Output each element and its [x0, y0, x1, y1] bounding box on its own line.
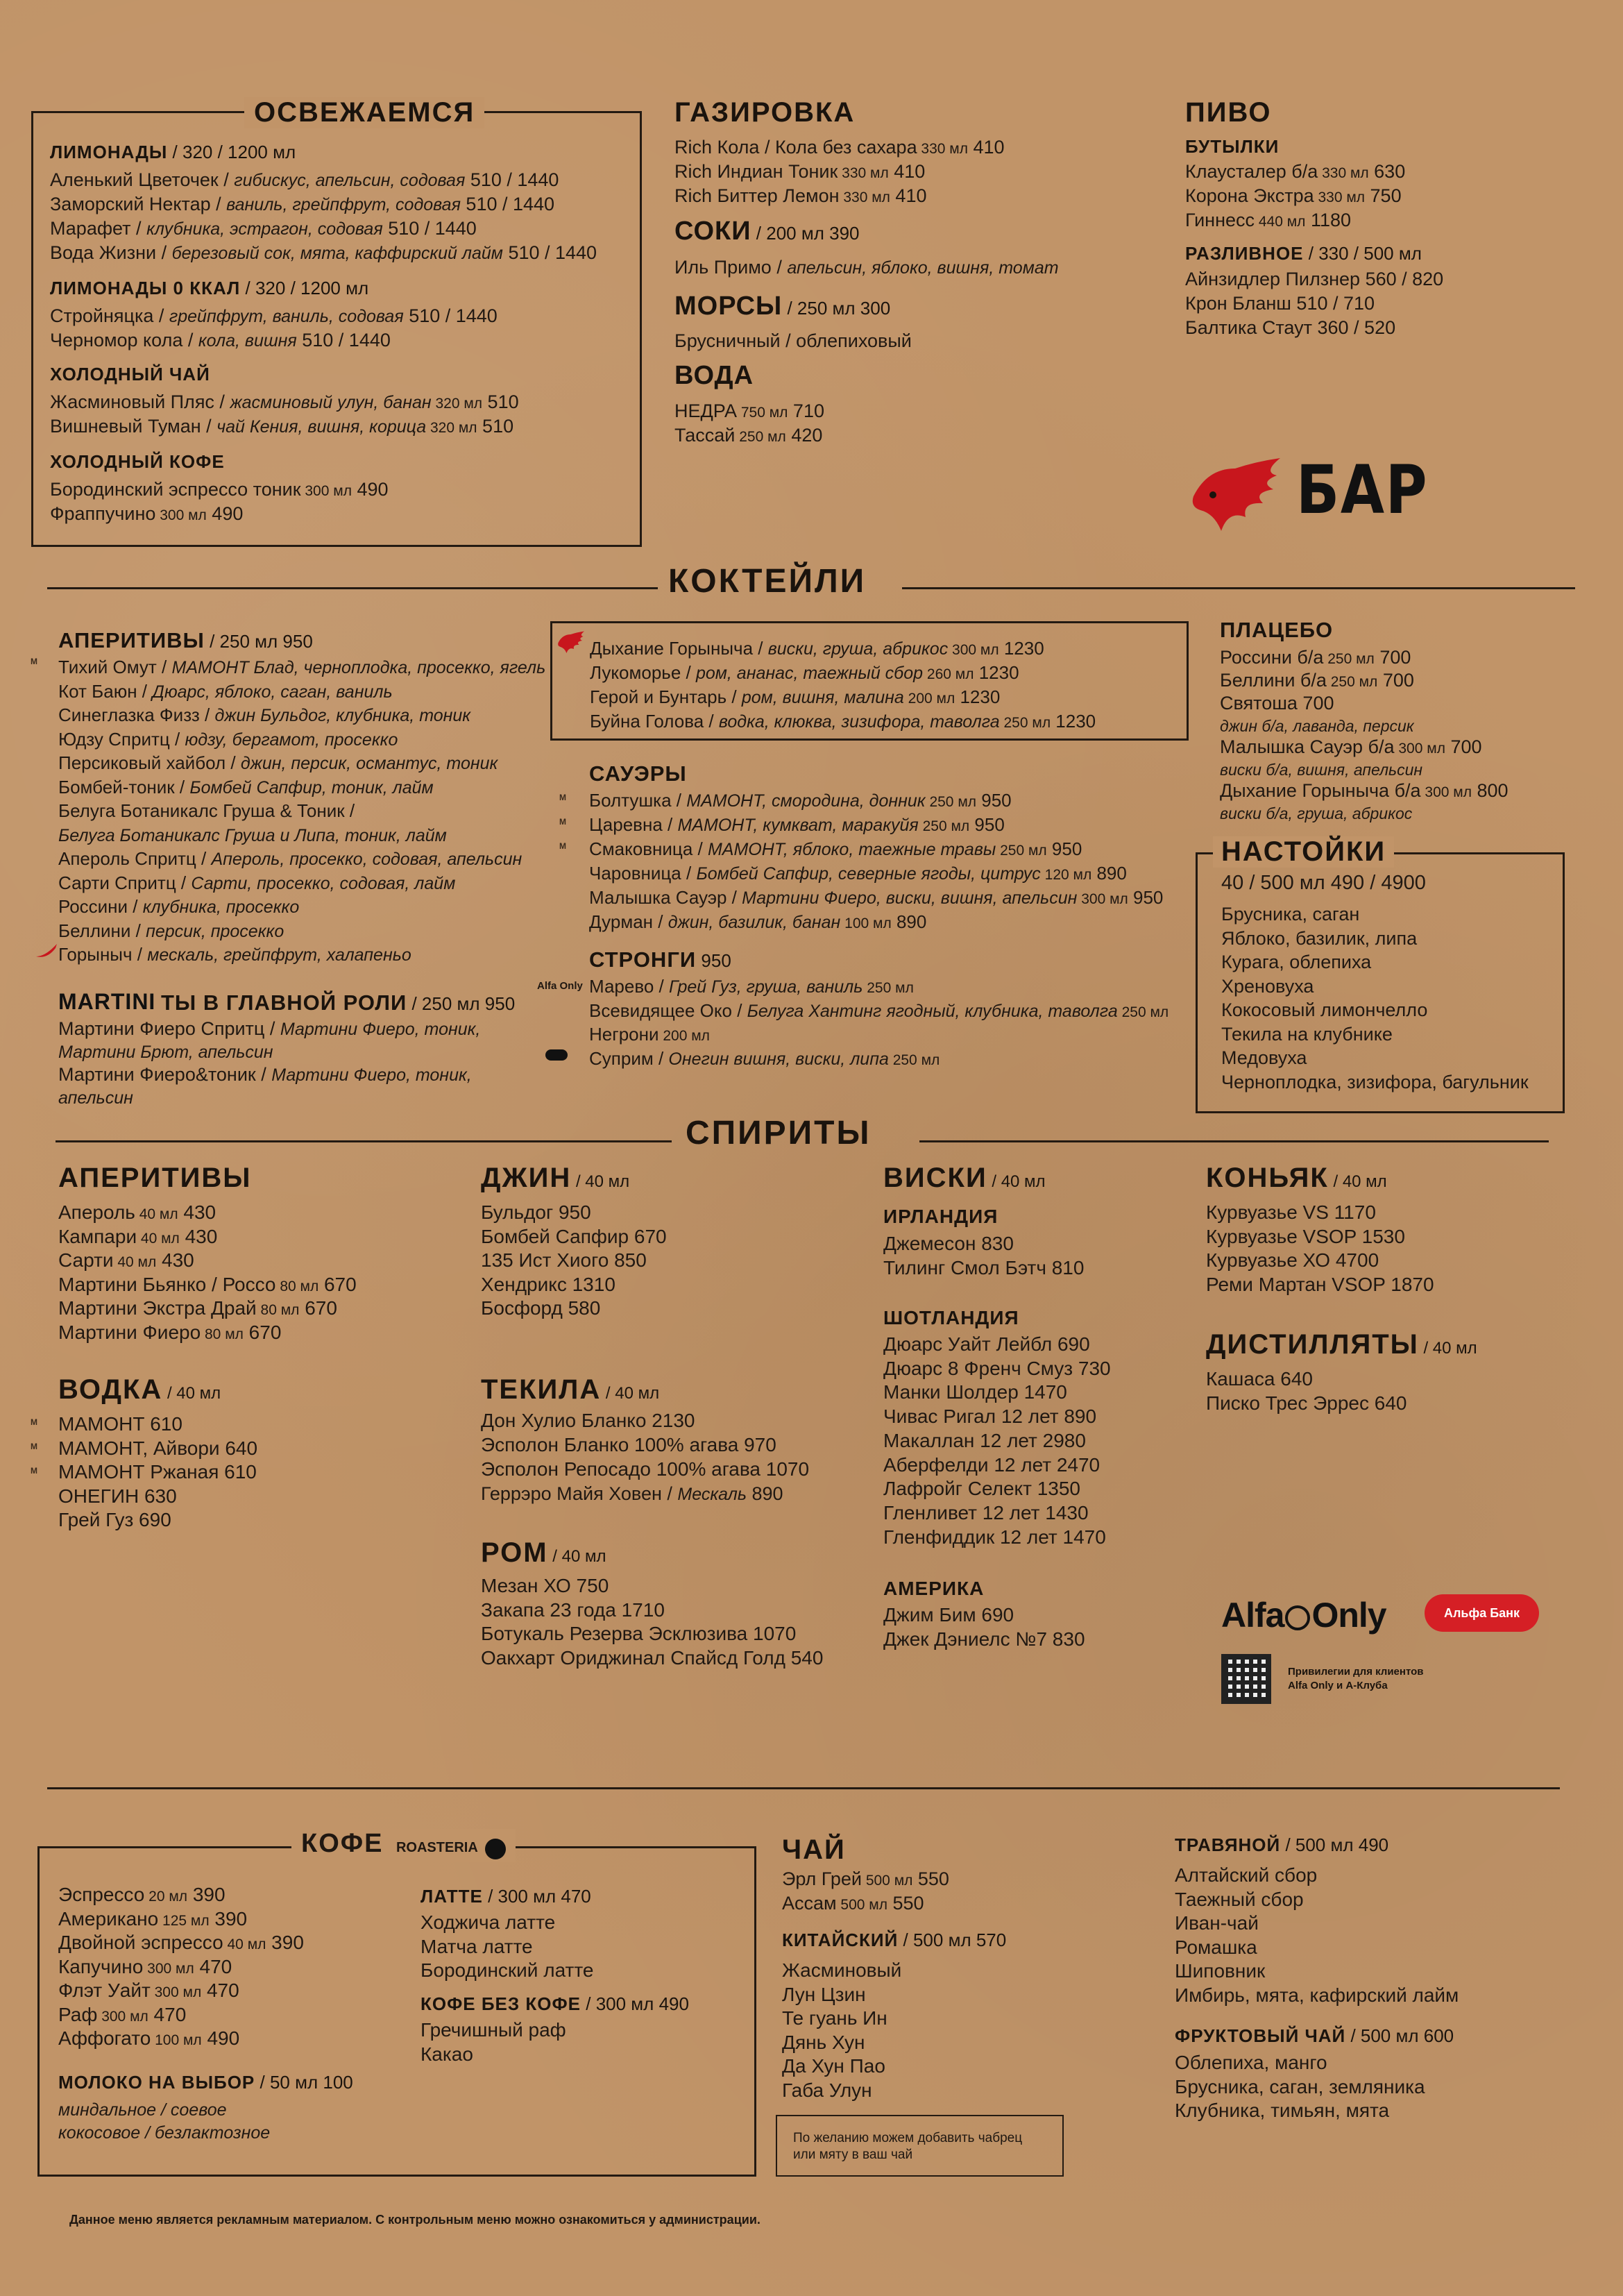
fruit-tea-heading: ФРУКТОВЫЙ ЧАЙ / 500 мл 600 — [1175, 2025, 1454, 2046]
menu-item: Кампари 40 мл 430 — [58, 1225, 218, 1247]
spirits-rule-left — [56, 1140, 672, 1142]
roasteria-badge-icon — [485, 1839, 506, 1859]
menu-item: Беллини / персик, просекко — [58, 920, 284, 941]
menu-item: Эрл Грей 500 мл 550 — [782, 1868, 949, 1889]
menu-item: Сарти Спритц / Сарти, просекко, содовая, лайм — [58, 872, 456, 893]
tea-note-2: или мяту в ваш чай — [793, 2147, 913, 2162]
spirits-aperitifs-heading: АПЕРИТИВЫ — [58, 1163, 252, 1193]
menu-item: Мартини Фиеро&тоник / Мартини Фиеро, тоник, — [58, 1064, 472, 1085]
scotland-heading: ШОТЛАНДИЯ — [883, 1307, 1019, 1328]
chili-icon — [35, 943, 58, 959]
menu-item: Гречишный раф — [420, 2019, 566, 2041]
menu-item: Писко Трес Эррес 640 — [1206, 1392, 1407, 1414]
alfa-only-logo: Alfa Only — [1221, 1596, 1386, 1635]
menu-item: Мартини Брют, апельсин — [58, 1043, 273, 1062]
menu-item: Облепиха, манго — [1175, 2052, 1327, 2073]
promo-text-2: Alfa Only и А-Клуба — [1288, 1680, 1388, 1691]
menu-item: Чивас Ригал 12 лет 890 — [883, 1406, 1097, 1428]
menu-item: Да Хун Пао — [782, 2055, 885, 2077]
menu-item: МАМОНТ 610 — [58, 1413, 182, 1435]
menu-item: Клубника, тимьян, мята — [1175, 2100, 1390, 2121]
milk-options-1: миндальное / соевое — [58, 2100, 227, 2120]
menu-item: Кокосовый лимончелло — [1221, 999, 1428, 1020]
distillates-heading: ДИСТИЛЛЯТЫ / 40 мл — [1206, 1329, 1477, 1360]
menu-item: Дурман / джин, базилик, банан 100 мл 890 — [589, 911, 927, 932]
menu-item: Мартини Бьянко / Россо 80 мл 670 — [58, 1273, 357, 1295]
menu-item: Гиннесс 440 мл 1180 — [1185, 210, 1351, 230]
menu-item: Марафет / клубника, эстрагон, содовая 510 / 1440 — [50, 218, 477, 239]
coffee-title: КОФЕ — [301, 1829, 384, 1858]
menu-item: Аберфелди 12 лет 2470 — [883, 1453, 1101, 1476]
bar-logo-text: БАР — [1296, 451, 1429, 529]
cocktails-rule-right — [902, 587, 1575, 589]
menu-item: Малышка Сауэр / Мартини Фиеро, виски, вишня, апельсин 300 мл 950 — [589, 887, 1164, 908]
menu-item: Брусника, саган, земляника — [1175, 2075, 1425, 2097]
mamont-icon: M — [559, 817, 566, 827]
herbal-heading: ТРАВЯНОЙ / 500 мл 490 — [1175, 1834, 1389, 1855]
menu-item: Негрони 200 мл — [589, 1024, 710, 1045]
tequila-heading: ТЕКИЛА / 40 мл — [481, 1374, 660, 1405]
cocktails-rule-left — [47, 587, 658, 589]
menu-item: Дюарс 8 Френч Смуз 730 — [883, 1357, 1111, 1379]
menu-item: Флэт Уайт 300 мл 470 — [58, 1980, 239, 2001]
qr-code — [1221, 1654, 1271, 1704]
menu-item: Герой и Бунтарь / ром, вишня, малина 200 мл 1230 — [590, 686, 1001, 707]
strong-heading: СТРОНГИ 950 — [589, 947, 731, 972]
menu-item: Габа Улун — [782, 2079, 872, 2101]
menu-item: Курвуазье VSOP 1530 — [1206, 1225, 1405, 1247]
menu-item: Лун Цзин — [782, 1983, 866, 2005]
ireland-heading: ИРЛАНДИЯ — [883, 1206, 999, 1227]
menu-item: НЕДРА 750 мл 710 — [674, 400, 824, 421]
menu-item: Ромашка — [1175, 1936, 1257, 1958]
menu-item: Жасминовый Пляс / жасминовый улун, банан 320 мл 510 — [50, 391, 519, 412]
menu-item: МАМОНТ Ржаная 610 — [58, 1461, 257, 1483]
cognac-heading: КОНЬЯК / 40 мл — [1206, 1163, 1387, 1193]
menu-item: Джек Дэниелс №7 830 — [883, 1628, 1085, 1650]
menu-item: Малышка Сауэр б/а 300 мл 700 — [1220, 736, 1482, 757]
menu-item: Всевидящее Око / Белуга Хантинг ягодный, клубника, таволга 250 мл — [589, 999, 1169, 1021]
menu-item-desc: джин б/а, лаванда, персик — [1220, 717, 1414, 735]
menu-item: Эспрессо 20 мл 390 — [58, 1884, 226, 1905]
menu-item: Макаллан 12 лет 2980 — [883, 1429, 1086, 1451]
menu-item: Бородинский латте — [420, 1959, 594, 1981]
menu-item: Лафройг Селект 1350 — [883, 1478, 1080, 1500]
menu-item: Иван-чай — [1175, 1912, 1259, 1934]
aperitifs-heading: АПЕРИТИВЫ / 250 мл 950 — [58, 628, 313, 652]
menu-item: Тилинг Смол Бэтч 810 — [883, 1256, 1085, 1278]
menu-item: Марево / Грей Гуз, груша, ваниль 250 мл — [589, 976, 914, 997]
menu-item: Апероль Спритц / Апероль, просекко, содовая, апельсин — [58, 848, 522, 869]
menu-item: Капучино 300 мл 470 — [58, 1955, 232, 1977]
menu-item: апельсин — [58, 1088, 133, 1108]
mamont-icon: M — [559, 841, 566, 851]
refresh-title: ОСВЕЖАЕМСЯ — [244, 97, 484, 128]
menu-item: Буйна Голова / водка, клюква, зизифора, таволга 250 мл 1230 — [590, 711, 1096, 732]
tinctures-title: НАСТОЙКИ — [1213, 836, 1394, 868]
gin-heading: ДЖИН / 40 мл — [481, 1163, 630, 1193]
menu-item: Алтайский сбор — [1175, 1864, 1318, 1886]
menu-item: Иль Примо / апельсин, яблоко, вишня, томат — [674, 257, 1059, 278]
whisky-heading: ВИСКИ / 40 мл — [883, 1163, 1046, 1193]
menu-item: Синеглазка Физз / джин Бульдог, клубника, тоник — [58, 704, 471, 725]
menu-item: Суприм / Онегин вишня, виски, липа 250 мл — [589, 1047, 940, 1069]
menu-item: Бульдог 950 — [481, 1201, 591, 1223]
onegin-icon — [545, 1049, 568, 1061]
menu-item: Американо 125 мл 390 — [58, 1907, 248, 1930]
roasteria-logo: ROASTERIA — [396, 1840, 478, 1855]
menu-item: Ассам 500 мл 550 — [782, 1893, 924, 1914]
bottom-rule — [47, 1787, 1560, 1789]
menu-item: Эсполон Репосадо 100% агава 1070 — [481, 1458, 810, 1480]
menu-item: Крон Бланш 510 / 710 — [1185, 293, 1375, 314]
menu-item: Мартини Фиеро 80 мл 670 — [58, 1321, 282, 1343]
tinctures-price: 40 / 500 мл 490 / 4900 — [1221, 872, 1426, 894]
menu-item: Корона Экстра 330 мл 750 — [1185, 185, 1402, 206]
menu-item: Аффогато 100 мл 490 — [58, 2027, 240, 2049]
menu-item: Болтушка / МАМОНТ, смородина, донник 250 мл 950 — [589, 790, 1012, 811]
menu-item: Бородинский эспрессо тоник 300 мл 490 — [50, 479, 389, 500]
latte-heading: ЛАТТЕ / 300 мл 470 — [420, 1886, 591, 1907]
milk-options-2: кокосовое / безлактозное — [58, 2123, 271, 2143]
menu-item: Бомбей Сапфир 670 — [481, 1225, 667, 1247]
menu-item: Вишневый Туман / чай Кения, вишня, корица 320 мл 510 — [50, 416, 514, 437]
menu-item: Яблоко, базилик, липа — [1221, 927, 1418, 949]
menu-item: Босфорд 580 — [481, 1297, 601, 1319]
alfa-only-mini-logo: Alfa Only — [537, 980, 583, 992]
menu-item: Кашаса 640 — [1206, 1368, 1313, 1390]
menu-item: Ходжича латте — [420, 1911, 556, 1933]
menu-item: Смаковница / МАМОНТ, яблоко, таежные травы 250 мл 950 — [589, 838, 1082, 859]
chinese-tea-heading: КИТАЙСКИЙ / 500 мл 570 — [782, 1930, 1007, 1950]
alfa-circle-icon — [1285, 1605, 1310, 1630]
menu-item: Вода Жизни / березовый сок, мята, каффирский лайм 510 / 1440 — [50, 242, 597, 263]
menu-item: Айнзидлер Пилзнер 560 / 820 — [1185, 269, 1444, 289]
soda-title: ГАЗИРОВКА — [674, 97, 856, 128]
menu-item: Текила на клубнике — [1221, 1023, 1393, 1045]
iced-coffee-heading: ХОЛОДНЫЙ КОФЕ — [50, 451, 225, 472]
firebird-logo — [1180, 455, 1284, 538]
menu-item: Ботукаль Резерва Эсклюзива 1070 — [481, 1623, 797, 1644]
menu-item: Курвуазье VS 1170 — [1206, 1201, 1376, 1223]
menu-item: Стройняцка / грейпфрут, ваниль, содовая 510 / 1440 — [50, 305, 498, 326]
menu-item: ОНЕГИН 630 — [58, 1485, 177, 1507]
menu-item: Фраппучино 300 мл 490 — [50, 503, 244, 524]
menu-item: Заморский Нектар / ваниль, грейпфрут, содовая 510 / 1440 — [50, 194, 555, 214]
menu-item: Юдзу Спритц / юдзу, бергамот, просекко — [58, 728, 398, 750]
menu-item: Тихий Омут / МАМОНТ Блад, черноплодка, просекко, ягель — [58, 657, 546, 677]
menu-item: Мезан ХО 750 — [481, 1575, 609, 1596]
sours-heading: САУЭРЫ — [589, 761, 687, 786]
menu-item: Жасминовый — [782, 1959, 902, 1981]
spirits-title: СПИРИТЫ — [686, 1115, 872, 1151]
mamont-icon: M — [31, 657, 37, 666]
menu-item: Мартини Экстра Драй 80 мл 670 — [58, 1297, 337, 1319]
martini-heading: ТЫ В ГЛАВНОЙ РОЛИ / 250 мл 950 — [161, 990, 516, 1015]
menu-item: Лукоморье / ром, ананас, таежный сбор 260 мл 1230 — [590, 662, 1019, 683]
menu-item: Аленький Цветочек / гибискус, апельсин, содовая 510 / 1440 — [50, 169, 559, 190]
menu-item: 135 Ист Хиого 850 — [481, 1249, 647, 1271]
menu-item: Таежный сбор — [1175, 1888, 1304, 1910]
menu-item: Rich Кола / Кола без сахара 330 мл 410 — [674, 137, 1005, 158]
menu-item: Раф 300 мл 470 — [58, 2003, 187, 2025]
coffee-title-wrap — [291, 1829, 516, 1862]
menu-item: Апероль 40 мл 430 — [58, 1201, 216, 1223]
menu-item: Брусника, саган — [1221, 904, 1360, 925]
menu-item: Закапа 23 года 1710 — [481, 1598, 665, 1621]
draft-heading: РАЗЛИВНОЕ / 330 / 500 мл — [1185, 243, 1422, 264]
promo-text-1: Привилегии для клиентов — [1288, 1666, 1424, 1678]
water-heading: ВОДА — [674, 361, 754, 390]
menu-item: Грей Гуз 690 — [58, 1509, 171, 1530]
milk-heading: МОЛОКО НА ВЫБОР / 50 мл 100 — [58, 2072, 353, 2093]
menu-item: Эсполон Бланко 100% агава 970 — [481, 1434, 776, 1455]
menu-item: Мартини Фиеро Спритц / Мартини Фиеро, тоник, — [58, 1018, 481, 1039]
menu-item: Бомбей-тоник / Бомбей Сапфир, тоник, лайм — [58, 776, 434, 797]
juice-heading: СОКИ / 200 мл 390 — [674, 217, 860, 246]
menu-item: Дюарс Уайт Лейбл 690 — [883, 1333, 1090, 1355]
lemonade-heading: ЛИМОНАДЫ / 320 / 1200 мл — [50, 142, 296, 162]
menu-item: Медовуха — [1221, 1047, 1307, 1068]
mamont-icon: M — [559, 793, 566, 802]
martini-logo: MARTINI — [58, 989, 156, 1014]
menu-item: Реми Мартан VSOP 1870 — [1206, 1273, 1434, 1295]
tea-note-1: По желанию можем добавить чабрец — [793, 2131, 1023, 2145]
vodka-heading: ВОДКА / 40 мл — [58, 1374, 221, 1405]
menu-item: Имбирь, мята, кафирский лайм — [1175, 1984, 1459, 2006]
menu-item: Клаусталер б/а 330 мл 630 — [1185, 161, 1406, 182]
menu-item: Какао — [420, 2043, 473, 2065]
menu-item: Черномор кола / кола, вишня 510 / 1440 — [50, 330, 391, 351]
menu-item: Оакхарт Ориджинал Спайсд Голд 540 — [481, 1646, 824, 1669]
menu-item: Россини / клубника, просекко — [58, 896, 300, 917]
america-heading: АМЕРИКА — [883, 1578, 985, 1599]
menu-item-desc: виски б/а, вишня, апельсин — [1220, 761, 1423, 779]
no-coffee-heading: КОФЕ БЕЗ КОФЕ / 300 мл 490 — [420, 1993, 689, 2014]
menu-item: Балтика Стаут 360 / 520 — [1185, 317, 1396, 338]
menu-item: Дянь Хун — [782, 2031, 865, 2053]
menu-item: Персиковый хайбол / джин, персик, османтус, тоник — [58, 752, 498, 773]
menu-item: Курвуазье ХО 4700 — [1206, 1249, 1379, 1271]
rum-heading: РОМ / 40 мл — [481, 1537, 606, 1568]
menu-item: Гленливет 12 лет 1430 — [883, 1501, 1089, 1523]
menu-item: Двойной эспрессо 40 мл 390 — [58, 1932, 304, 1953]
alfa-bank-badge: Альфа Банк — [1425, 1594, 1539, 1632]
cocktails-title: КОКТЕЙЛИ — [668, 563, 867, 600]
menu-item: Черноплодка, зизифора, багульник — [1221, 1071, 1529, 1092]
menu-item: Rich Биттер Лемон 330 мл 410 — [674, 185, 927, 206]
menu-item: Чаровница / Бомбей Сапфир, северные ягоды, цитрус 120 мл 890 — [589, 863, 1127, 884]
menu-item: Сарти 40 мл 430 — [58, 1249, 194, 1271]
menu-item: Беллини б/а 250 мл 700 — [1220, 670, 1414, 691]
menu-item-desc: виски б/а, груша, абрикос — [1220, 804, 1413, 822]
menu-item: Дон Хулио Бланко 2130 — [481, 1410, 695, 1431]
placebo-heading: ПЛАЦЕБО — [1220, 618, 1334, 642]
menu-item: Шиповник — [1175, 1960, 1266, 1982]
menu-item: Хреновуха — [1221, 975, 1314, 997]
menu-item: Гленфиддик 12 лет 1470 — [883, 1526, 1106, 1548]
menu-item: Царевна / МАМОНТ, кумкват, маракуйя 250 мл 950 — [589, 814, 1005, 835]
beer-title: ПИВО — [1185, 97, 1272, 128]
menu-item: Дыхание Горыныча / виски, груша, абрикос 300 мл 1230 — [590, 638, 1044, 659]
menu-item: Rich Индиан Тоник 330 мл 410 — [674, 161, 926, 182]
mors-heading: МОРСЫ / 250 мл 300 — [674, 292, 891, 321]
spirits-rule-right — [919, 1140, 1549, 1142]
menu-item: Дыхание Горыныча б/а 300 мл 800 — [1220, 780, 1509, 801]
menu-item: Джемесон 830 — [883, 1233, 1014, 1254]
lemonade-zero-heading: ЛИМОНАДЫ 0 ККАЛ / 320 / 1200 мл — [50, 278, 369, 298]
menu-item: Кот Баюн / Дюарс, яблоко, саган, ваниль — [58, 680, 393, 702]
menu-item: Курага, облепиха — [1221, 952, 1372, 972]
menu-item: Матча латте — [420, 1935, 533, 1957]
menu-item: Манки Шолдер 1470 — [883, 1381, 1067, 1403]
menu-item: Россини б/а 250 мл 700 — [1220, 647, 1411, 668]
menu-item: Горыныч / мескаль, грейпфрут, халапеньо — [58, 944, 411, 965]
mamont-icon: M — [31, 1417, 37, 1427]
mamont-icon: M — [31, 1466, 37, 1476]
menu-item: Белуга Ботаникалс Груша и Липа, тоник, лайм — [58, 825, 447, 845]
mamont-icon: M — [31, 1442, 37, 1451]
menu-item: Геррэро Майя Ховен / Мескаль 890 — [481, 1483, 783, 1504]
iced-tea-heading: ХОЛОДНЫЙ ЧАЙ — [50, 364, 210, 385]
footer-disclaimer: Данное меню является рекламным материалом. С контрольным меню можно ознакомиться у администрации. — [69, 2213, 760, 2227]
menu-item: Тассай 250 мл 420 — [674, 425, 823, 446]
menu-item: МАМОНТ, Айвори 640 — [58, 1437, 258, 1459]
menu-item: Те гуань Ин — [782, 2007, 887, 2029]
menu-item: Брусничный / облепиховый — [674, 330, 912, 351]
firebird-icon — [554, 630, 586, 655]
menu-item: Джим Бим 690 — [883, 1604, 1014, 1626]
bottles-heading: БУТЫЛКИ — [1185, 136, 1280, 157]
menu-item: Белуга Ботаникалс Груша & Тоник / — [58, 800, 355, 821]
menu-item: Хендрикс 1310 — [481, 1273, 615, 1295]
tea-title: ЧАЙ — [782, 1834, 846, 1865]
menu-item: Святоша 700 — [1220, 693, 1334, 714]
